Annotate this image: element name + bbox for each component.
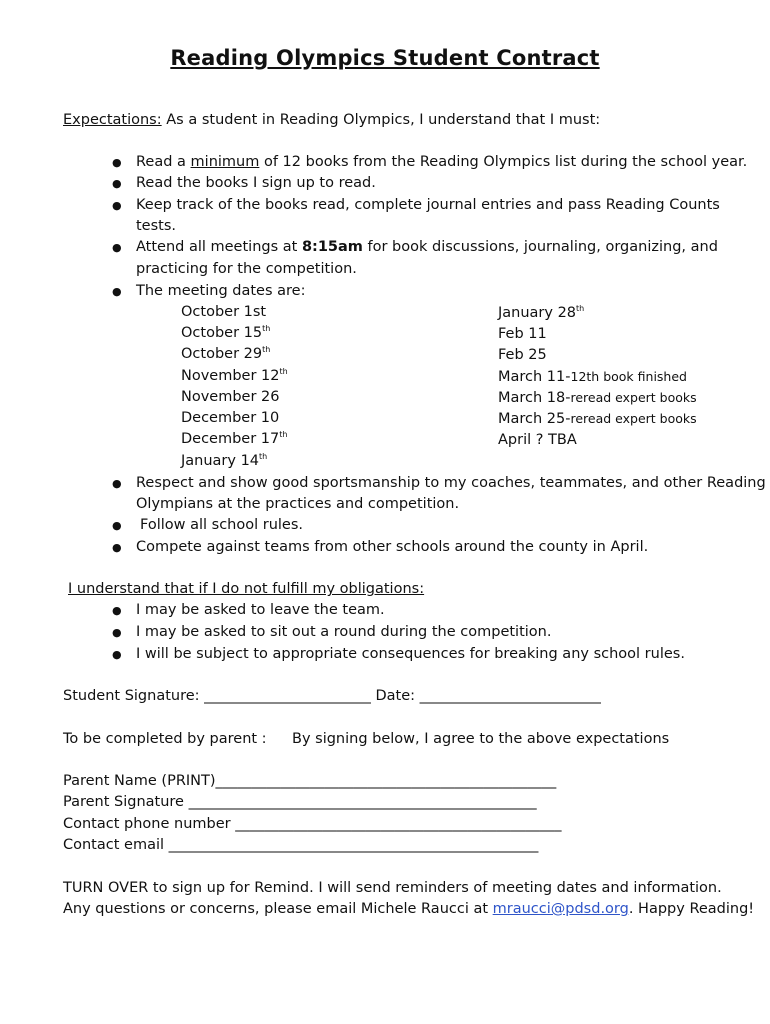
date-right: March 11-12th book finished bbox=[498, 369, 687, 385]
obligation-item: I may be asked to sit out a round during the competition. bbox=[136, 624, 552, 640]
date-left: October 15th bbox=[181, 324, 271, 341]
footer-pre: Any questions or concerns, please email Michele Raucci at bbox=[63, 901, 489, 917]
date-right: January 28th bbox=[498, 304, 585, 321]
obligations-heading: I understand that if I do not fulfill my obligations: bbox=[68, 581, 425, 597]
list-item-compete: Compete against teams from other schools around the county in April. bbox=[136, 539, 649, 555]
email-link[interactable]: mraucci@pdsd.org bbox=[492, 901, 629, 917]
bullet-icon: ● bbox=[112, 604, 122, 617]
date-right: April ? TBA bbox=[498, 432, 577, 448]
bullet-icon: ● bbox=[112, 541, 122, 554]
contact-email-line: Contact email ___________________________________________________ bbox=[63, 837, 539, 853]
list-item-track-1: Keep track of the books read, complete journal entries and pass Reading Counts bbox=[136, 197, 720, 213]
bullet-icon: ● bbox=[112, 241, 122, 254]
bullet-icon: ● bbox=[112, 648, 122, 661]
footer-line-2 bbox=[63, 899, 754, 920]
page-title: Reading Olympics Student Contract bbox=[170, 46, 600, 70]
read-pre: Read a bbox=[136, 154, 186, 170]
list-item-read-minimum bbox=[136, 152, 747, 173]
date-left: October 29th bbox=[181, 345, 271, 362]
bullet-icon: ● bbox=[112, 285, 122, 298]
list-item-attend-2: practicing for the competition. bbox=[136, 261, 357, 277]
list-item-respect-2: Olympians at the practices and competition. bbox=[136, 496, 460, 512]
parent-signature-line: Parent Signature ________________________________________________ bbox=[63, 794, 537, 810]
list-item-read-books: Read the books I sign up to read. bbox=[136, 175, 376, 191]
expectations-label: Expectations: bbox=[63, 112, 162, 128]
parent-agree: By signing below, I agree to the above expectations bbox=[292, 731, 670, 747]
bullet-icon: ● bbox=[112, 626, 122, 639]
date-left: January 14th bbox=[181, 452, 268, 469]
footer-line-1: TURN OVER to sign up for Remind. I will send reminders of meeting dates and information. bbox=[63, 880, 722, 896]
obligation-item: I will be subject to appropriate consequences for breaking any school rules. bbox=[136, 646, 685, 662]
contact-phone-line: Contact phone number _____________________________________________ bbox=[63, 816, 562, 832]
obligation-item: I may be asked to leave the team. bbox=[136, 602, 385, 618]
list-item-rules: Follow all school rules. bbox=[140, 517, 304, 533]
attend-time: 8:15am bbox=[301, 239, 363, 255]
read-min: minimum bbox=[190, 154, 260, 170]
date-right: March 18-reread expert books bbox=[498, 390, 697, 406]
student-signature-line: Student Signature: _______________________ Date: _________________________ bbox=[63, 688, 601, 704]
list-item-attend bbox=[136, 237, 718, 258]
date-left: December 10 bbox=[181, 410, 280, 426]
list-item-track-2: tests. bbox=[136, 218, 177, 234]
bullet-icon: ● bbox=[112, 177, 122, 190]
bullet-icon: ● bbox=[112, 477, 122, 490]
date-left: October 1st bbox=[181, 304, 267, 320]
attend-pre: Attend all meetings at bbox=[136, 239, 298, 255]
list-item-respect-1: Respect and show good sportsmanship to my coaches, teammates, and other Reading bbox=[136, 475, 766, 491]
expectations-intro-text: As a student in Reading Olympics, I understand that I must: bbox=[166, 112, 601, 128]
date-left: November 26 bbox=[181, 389, 280, 405]
date-right: March 25-reread expert books bbox=[498, 411, 697, 427]
parent-label: To be completed by parent : bbox=[63, 731, 267, 747]
bullet-icon: ● bbox=[112, 519, 122, 532]
footer-post: . Happy Reading! bbox=[628, 901, 755, 917]
date-right: Feb 11 bbox=[498, 326, 547, 342]
bullet-icon: ● bbox=[112, 156, 122, 169]
bullet-icon: ● bbox=[112, 199, 122, 212]
parent-name-line: Parent Name (PRINT)_______________________________________________ bbox=[63, 773, 557, 789]
date-left: November 12th bbox=[181, 367, 288, 384]
expectations-intro bbox=[63, 110, 600, 131]
date-left: December 17th bbox=[181, 430, 288, 447]
list-item-dates-intro: The meeting dates are: bbox=[136, 283, 306, 299]
read-post: of 12 books from the Reading Olympics list during the school year. bbox=[263, 154, 748, 170]
date-right: Feb 25 bbox=[498, 347, 547, 363]
attend-post: for book discussions, journaling, organizing, and bbox=[367, 239, 718, 255]
